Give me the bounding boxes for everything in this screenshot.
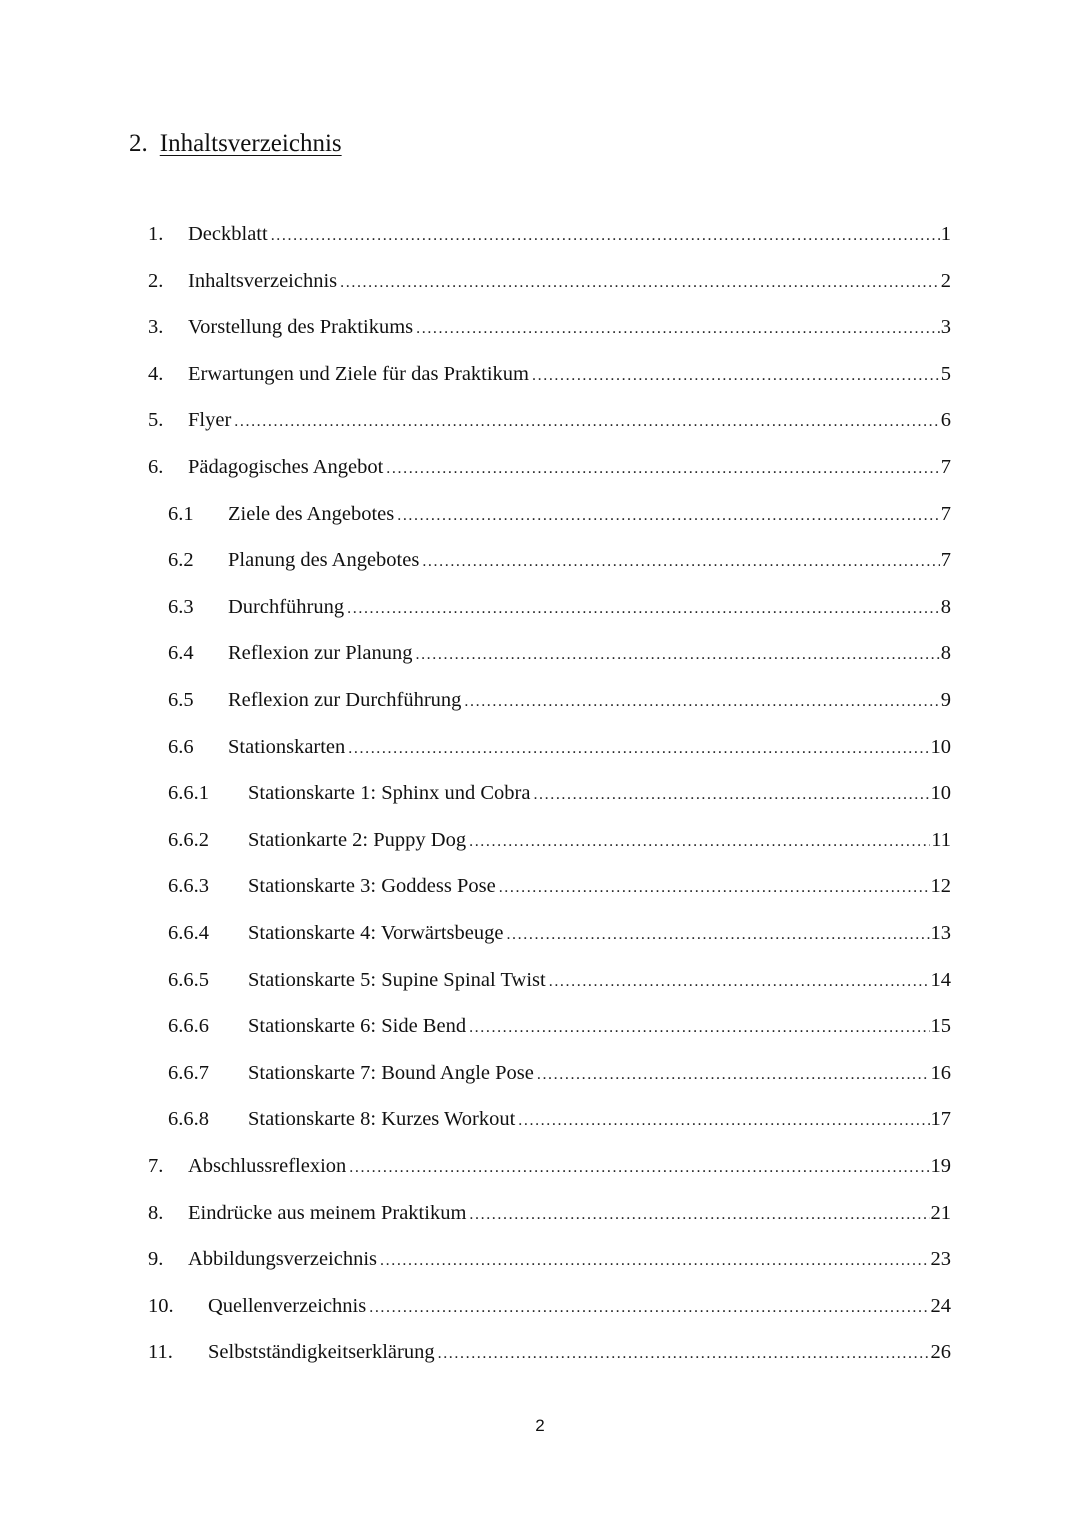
toc-entry-label: Stationskarte 3: Goddess Pose [248, 875, 496, 898]
toc-entry-label: Quellenverzeichnis [208, 1294, 367, 1317]
toc-entry-label: Selbstständigkeitserklärung [208, 1341, 435, 1364]
toc-entry-page: 3 [940, 316, 951, 339]
toc-dot-leader [234, 409, 939, 435]
toc-entry-line [188, 407, 951, 435]
toc-entry-number: 6.2 [168, 549, 194, 572]
toc-entry-number: 6.6.7 [168, 1061, 209, 1084]
toc-entry-label: Stationskarte 5: Supine Spinal Twist [248, 968, 546, 991]
toc-entry [148, 501, 951, 529]
toc-entry-label: Stationskarte 4: Vorwärtsbeuge [248, 922, 504, 944]
toc-entry-line [188, 454, 951, 482]
toc-entry-page: 21 [930, 1201, 951, 1224]
toc-entry-page: 12 [930, 875, 951, 898]
toc-entry-number: 10. [148, 1294, 174, 1317]
toc-entry-label: Durchführung [228, 595, 345, 618]
toc-entry-page: 1 [940, 223, 951, 245]
toc-entry-line [208, 1293, 951, 1321]
toc-entry-line [188, 1153, 951, 1181]
toc-entry-line [228, 734, 951, 762]
toc-entry-page: 6 [940, 409, 951, 432]
toc-entry [148, 1106, 951, 1134]
toc-entry-page: 11 [931, 828, 951, 851]
toc-entry-label: Deckblatt [188, 223, 268, 245]
toc-entry-label: Abbildungsverzeichnis [188, 1248, 378, 1271]
toc-entry-page: 7 [940, 502, 951, 525]
toc-entry-label: Stationskarte 1: Sphinx und Cobra [248, 782, 531, 805]
section-heading [129, 127, 342, 161]
toc-dot-leader [397, 503, 940, 529]
toc-entry-number: 11. [148, 1341, 173, 1364]
toc-dot-leader [380, 1248, 929, 1274]
toc-entry-label: Abschlussreflexion [188, 1155, 347, 1177]
toc-entry-line [228, 594, 951, 622]
toc-entry-number: 6.6.5 [168, 968, 209, 991]
toc-entry [148, 1293, 951, 1321]
toc-entry-label: Eindrücke aus meinem Praktikum [188, 1201, 467, 1224]
toc-entry [148, 967, 951, 995]
toc-dot-leader [416, 316, 940, 342]
toc-entry-line [228, 501, 951, 529]
toc-dot-leader [464, 689, 939, 715]
toc-entry-label: Stationskarten [228, 735, 346, 758]
toc-entry-number: 6.1 [168, 502, 194, 525]
toc-entry-line [248, 1106, 951, 1134]
toc-dot-leader [347, 596, 940, 622]
toc-entry-line [188, 268, 951, 296]
toc-entry-line [188, 361, 951, 389]
toc-entry-label: Flyer [188, 409, 232, 432]
toc-dot-leader [469, 829, 930, 855]
toc-entry-number: 6.6.8 [168, 1108, 209, 1131]
toc-entry-line [248, 1013, 951, 1041]
toc-entry [148, 734, 951, 762]
toc-entry-page: 19 [930, 1155, 951, 1177]
toc-entry-page: 17 [930, 1108, 951, 1131]
toc-entry-page: 15 [930, 1015, 951, 1038]
toc-entry-number: 6. [148, 456, 164, 478]
toc-dot-leader [438, 1341, 930, 1367]
toc-dot-leader [271, 223, 940, 249]
toc-dot-leader [349, 1155, 929, 1181]
toc-entry [148, 1246, 951, 1274]
toc-entry [148, 1339, 951, 1367]
toc-dot-leader [386, 456, 939, 482]
toc-entry-number: 5. [148, 409, 164, 432]
toc-entry [148, 827, 951, 855]
toc-entry [148, 640, 951, 668]
toc-entry-label: Pädagogisches Angebot [188, 456, 384, 478]
toc-entry [148, 1013, 951, 1041]
toc-entry [148, 407, 951, 435]
toc-entry-line [248, 780, 951, 808]
toc-entry-line [188, 314, 951, 342]
toc-dot-leader [549, 969, 930, 995]
toc-entry [148, 314, 951, 342]
toc-dot-leader [422, 549, 939, 575]
toc-entry-label: Reflexion zur Planung [228, 642, 413, 665]
toc-entry-number: 2. [148, 269, 164, 292]
toc-entry-label: Stationkarte 2: Puppy Dog [248, 828, 467, 851]
toc-entry-line [208, 1339, 951, 1367]
toc-entry-line [188, 1200, 951, 1228]
toc-entry-page: 5 [940, 362, 951, 385]
toc-entry-number: 6.6.4 [168, 922, 209, 944]
toc-entry-line [248, 873, 951, 901]
toc-entry-number: 9. [148, 1248, 164, 1271]
toc-entry [148, 221, 951, 249]
toc-entry-line [228, 687, 951, 715]
toc-entry [148, 1153, 951, 1181]
toc-entry-page: 8 [940, 642, 951, 665]
toc-entry-page: 23 [930, 1248, 951, 1271]
toc-entry-number: 6.3 [168, 595, 194, 618]
toc-entry-line [248, 827, 951, 855]
toc-entry-number: 3. [148, 316, 164, 339]
toc-entry-line [188, 221, 951, 249]
toc-dot-leader [469, 1015, 929, 1041]
page-number: 2 [535, 1416, 545, 1435]
toc-dot-leader [499, 875, 930, 901]
toc-entry-page: 2 [940, 269, 951, 292]
section-heading-number: 2. [129, 130, 148, 157]
toc-entry [148, 920, 951, 948]
toc-entry-number: 6.5 [168, 689, 194, 711]
toc-entry [148, 268, 951, 296]
toc-entry-number: 6.6.3 [168, 875, 209, 898]
toc-entry-label: Reflexion zur Durchführung [228, 689, 462, 711]
toc-entry-number: 6.6.6 [168, 1015, 209, 1038]
toc-entry [148, 873, 951, 901]
toc-entry-line [248, 967, 951, 995]
toc-dot-leader [537, 1062, 930, 1088]
toc-entry-line [248, 1060, 951, 1088]
toc-entry-label: Erwartungen und Ziele für das Praktikum [188, 362, 530, 385]
toc-entry-number: 7. [148, 1155, 164, 1177]
toc-entry-label: Ziele des Angebotes [228, 502, 395, 525]
toc-entry-page: 10 [930, 782, 951, 805]
toc-entry-page: 7 [940, 456, 951, 478]
toc-entry-label: Inhaltsverzeichnis [188, 269, 338, 292]
toc-entry [148, 594, 951, 622]
toc-entry-line [248, 920, 951, 948]
toc-entry-page: 7 [940, 549, 951, 572]
toc-entry-number: 6.6 [168, 735, 194, 758]
toc-entry-page: 10 [930, 735, 951, 758]
toc-entry-label: Stationskarte 6: Side Bend [248, 1015, 467, 1038]
toc-dot-leader [518, 1108, 929, 1134]
toc-entry-label: Vorstellung des Praktikums [188, 316, 414, 339]
toc-entry [148, 361, 951, 389]
toc-entry-number: 6.6.2 [168, 828, 209, 851]
toc-dot-leader [340, 270, 940, 296]
toc-dot-leader [506, 922, 929, 948]
toc-entry-line [188, 1246, 951, 1274]
toc-entry-label: Planung des Angebotes [228, 549, 420, 572]
toc-entry-page: 16 [930, 1061, 951, 1084]
toc-entry-line [228, 547, 951, 575]
toc-entry-page: 9 [940, 689, 951, 711]
toc-entry-label: Stationskarte 8: Kurzes Workout [248, 1108, 516, 1131]
toc-dot-leader [533, 782, 929, 808]
toc-entry-page: 14 [930, 968, 951, 991]
toc-dot-leader [469, 1202, 929, 1228]
toc-entry-page: 26 [930, 1341, 951, 1364]
toc-dot-leader [348, 736, 929, 762]
toc-entry-label: Stationskarte 7: Bound Angle Pose [248, 1061, 534, 1084]
toc-entry [148, 1060, 951, 1088]
toc-entry [148, 687, 951, 715]
toc-entry [148, 454, 951, 482]
toc-entry-number: 4. [148, 362, 164, 385]
toc-entry-number: 1. [148, 223, 164, 245]
toc-entry [148, 780, 951, 808]
toc-entry-page: 13 [930, 922, 951, 944]
toc-entry [148, 1200, 951, 1228]
toc-dot-leader [369, 1295, 929, 1321]
toc-entry-page: 8 [940, 595, 951, 618]
toc-entry-number: 6.6.1 [168, 782, 209, 805]
toc-dot-leader [415, 642, 939, 668]
toc-entry [148, 547, 951, 575]
toc-entry-line [228, 640, 951, 668]
section-heading-title: Inhaltsverzeichnis [159, 130, 342, 157]
toc-entry-number: 8. [148, 1201, 164, 1224]
toc-dot-leader [532, 363, 940, 389]
toc-entry-page: 24 [930, 1294, 951, 1317]
toc-entry-number: 6.4 [168, 642, 194, 665]
